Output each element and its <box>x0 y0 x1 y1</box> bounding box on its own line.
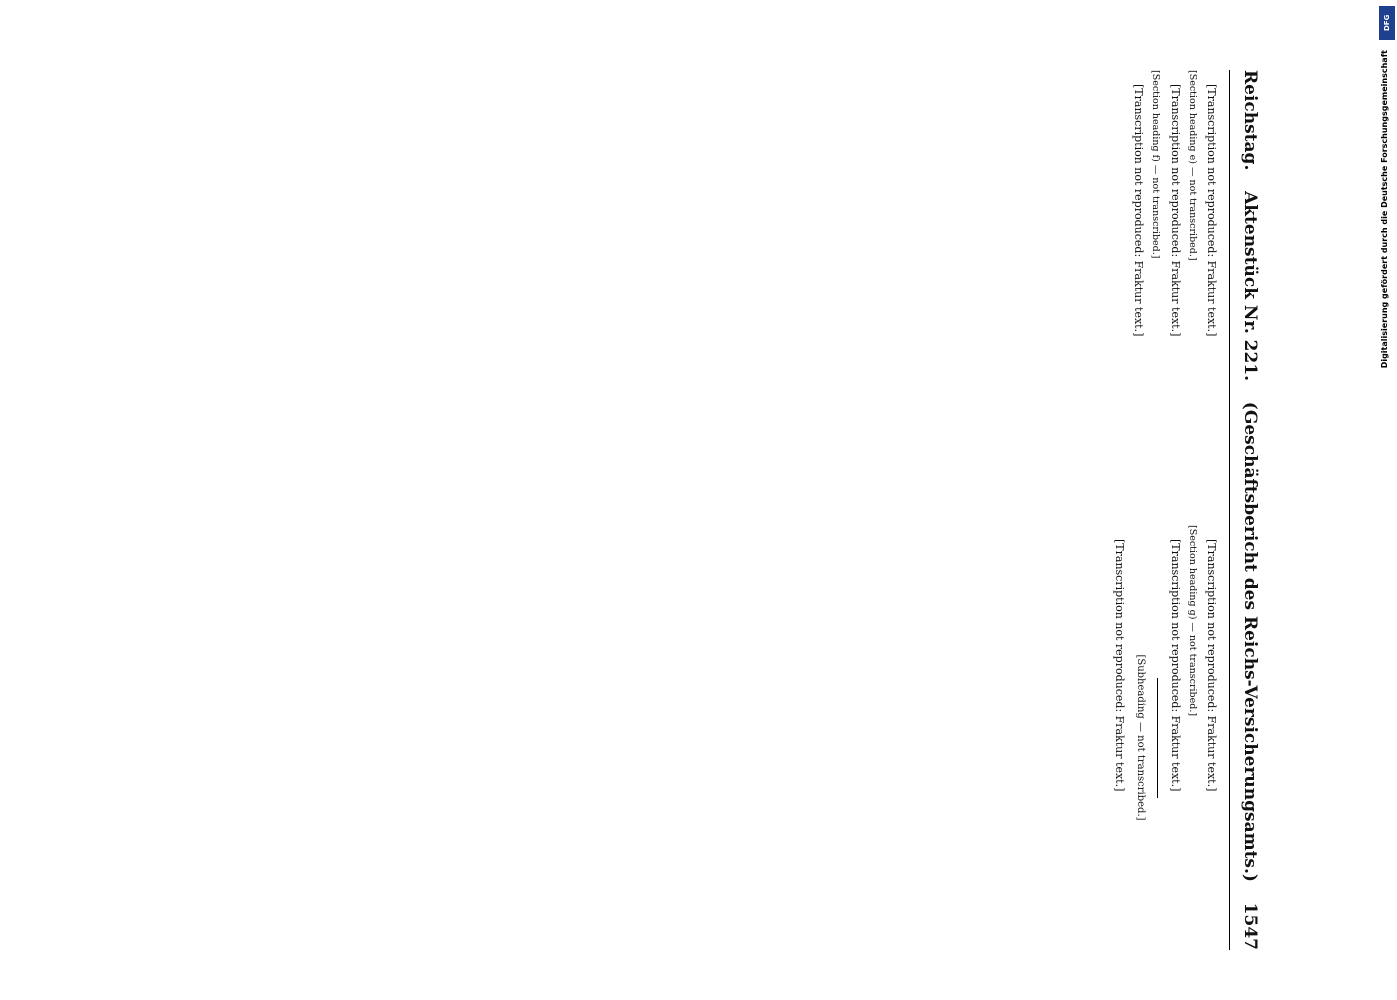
paragraph: [Transcription not reproduced: Fraktur text.] <box>1168 539 1182 792</box>
divider <box>1157 678 1158 798</box>
header-center: Aktenstück Nr. 221. <box>1240 191 1260 382</box>
header-left: Reichstag. <box>1240 70 1260 171</box>
paragraph: [Transcription not reproduced: Fraktur text.] <box>1205 539 1218 792</box>
header-right-title: (Geschäftsbericht des Reichs-Versicherungsamts.) <box>1240 401 1260 882</box>
section-heading: [Section heading g) — not transcribed.] <box>1186 525 1198 717</box>
sidebar-credit: Digitalisierung gefördert durch die Deutsche Forschungsgemeinschaft <box>1380 50 1389 369</box>
subheading: [Subheading — not transcribed.] <box>1135 654 1147 821</box>
section-heading: [Section heading f) — not transcribed.] <box>1150 70 1162 259</box>
sidebar <box>1377 0 1397 1000</box>
paragraph: [Transcription not reproduced: Fraktur text.] <box>1168 84 1182 337</box>
text-columns <box>118 70 1218 950</box>
page-header <box>1229 70 1270 950</box>
section-heading: [Section heading e) — not transcribed.] <box>1186 70 1198 261</box>
paragraph: [Transcription not reproduced: Fraktur text.] <box>1113 539 1127 792</box>
page-number: 1547 <box>1240 902 1260 950</box>
left-column <box>218 70 1218 495</box>
paragraph: [Transcription not reproduced: Fraktur text.] <box>1205 84 1218 337</box>
right-column <box>218 525 1218 950</box>
dfg-logo: DFG <box>1379 6 1395 40</box>
paragraph: [Transcription not reproduced: Fraktur text.] <box>1132 84 1146 337</box>
page <box>90 0 1270 1000</box>
